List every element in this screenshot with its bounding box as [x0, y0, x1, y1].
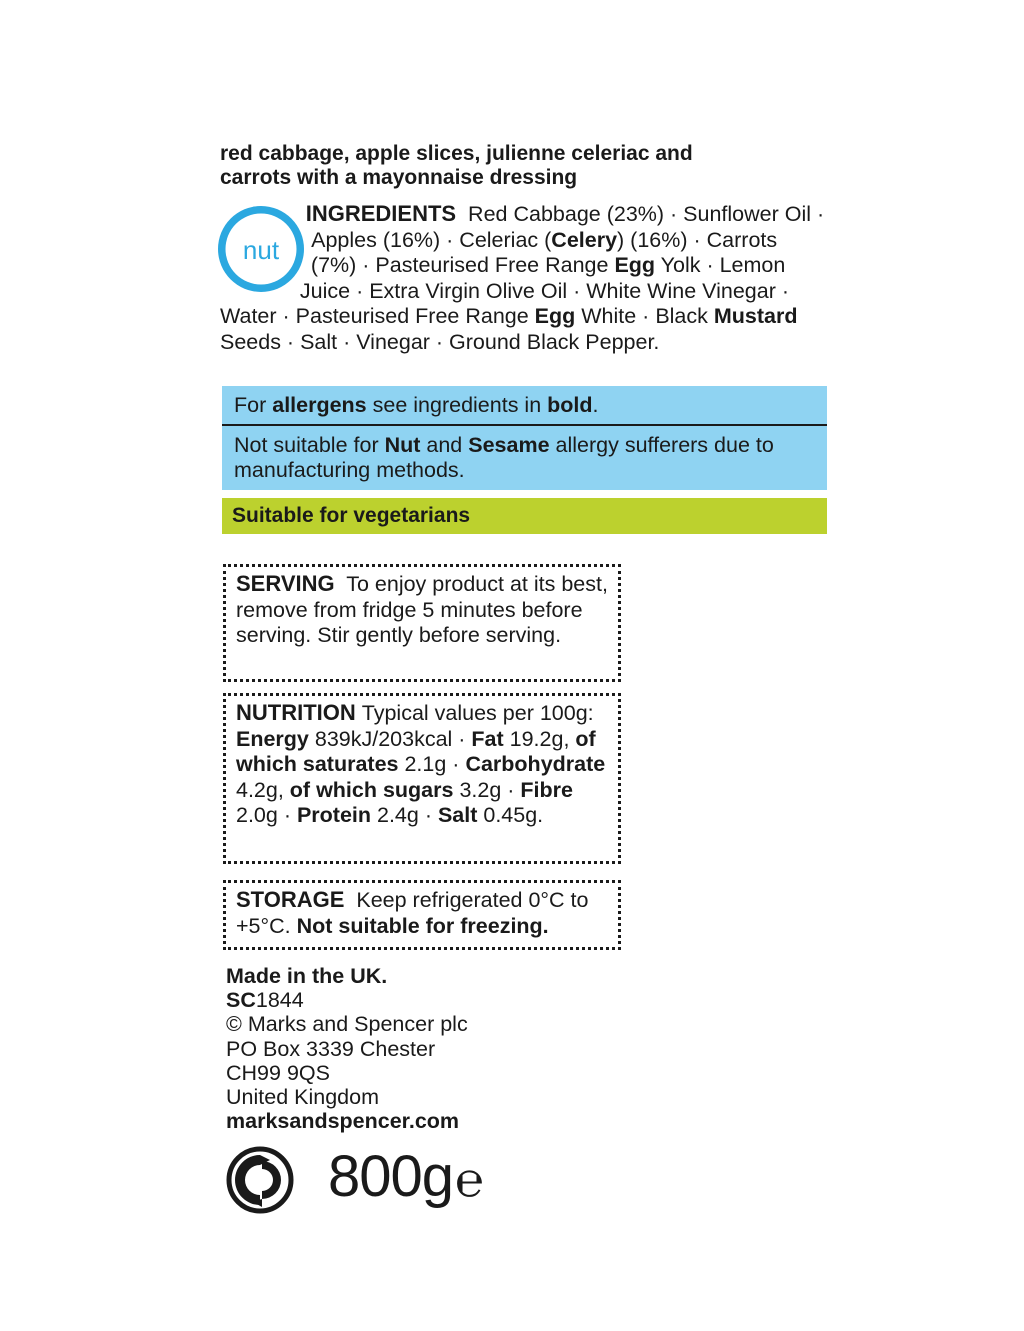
- text-run: 2.0g ·: [236, 803, 297, 827]
- serving-box: [223, 564, 621, 682]
- bold-text-run: Salt: [437, 803, 478, 827]
- bold-text-run: Egg: [614, 253, 656, 278]
- supplier-code: [226, 988, 626, 1012]
- copyright-text: © Marks and Spencer plc: [226, 1012, 468, 1037]
- bold-text-run: Fat: [471, 726, 504, 751]
- text-run: 19.2g,: [503, 726, 576, 751]
- allergy-warning: [222, 426, 827, 490]
- text-run: 4.2g,: [236, 777, 290, 802]
- green-dot-recycling-icon: [226, 1146, 294, 1214]
- text-run: allergy sufferers due to manufacturing methods.: [234, 433, 774, 482]
- ingredients-heading: INGREDIENTS: [305, 201, 457, 226]
- bold-text-run: Mustard: [713, 304, 798, 329]
- nut-badge-top-text: not suitable for: [226, 214, 296, 244]
- made-in-text: Made in the UK.: [226, 964, 388, 988]
- country-text: United Kingdom: [226, 1085, 379, 1110]
- nutrition-heading: NUTRITION: [236, 700, 356, 725]
- ingredients-section: [220, 201, 826, 356]
- text-run: 839kJ/203kcal ·: [308, 726, 472, 751]
- bold-text-run: Nut: [384, 433, 421, 457]
- text-run: see ingredients in: [366, 393, 548, 417]
- vegetarian-banner: Suitable for vegetarians: [222, 498, 827, 534]
- text-run: ) (16%) · Carrots (7%) · Pasteurised Free Range: [310, 227, 778, 278]
- text-run: For: [234, 393, 273, 417]
- nut-badge-label: nut: [242, 235, 280, 265]
- serving-text: To enjoy product at its best, remove from fridge 5 minutes before serving. Stir gently before serving.: [236, 572, 608, 647]
- storage-box: [223, 880, 621, 950]
- text-run: Typical values per 100g:: [361, 701, 594, 725]
- description-line-1: red cabbage, apple slices, julienne celeriac and: [220, 142, 693, 165]
- bold-text-run: Egg: [534, 304, 576, 329]
- manufacturer-address: [226, 964, 626, 1133]
- storage-freezing-note: Not suitable for freezing.: [296, 913, 549, 938]
- text-run: and: [420, 433, 469, 457]
- supplier-code-number: 1844: [255, 988, 304, 1013]
- text-run: Red Cabbage (23%) · Sunflower Oil · Apples (16%) · Celeriac (: [311, 202, 825, 252]
- text-run: Not suitable for: [234, 433, 385, 457]
- supplier-code-prefix: SC: [226, 988, 256, 1013]
- bold-text-run: allergens: [272, 393, 367, 417]
- text-run: White · Black: [575, 304, 714, 329]
- bold-text-run: Protein: [296, 803, 372, 827]
- nut-badge-bottom-text: allergy sufferers: [229, 253, 293, 281]
- weight-value: 800: [328, 1144, 422, 1209]
- nut-allergy-badge-icon: [216, 201, 306, 297]
- description-line-2: carrots with a mayonnaise dressing: [220, 166, 578, 189]
- po-box-text: PO Box 3339 Chester: [226, 1036, 436, 1061]
- website-text: marksandspencer.com: [226, 1109, 460, 1134]
- allergen-notice: [222, 386, 827, 426]
- text-run: Yolk · Lemon Juice · Extra Virgin Olive Oil · White Wine Vinegar · Water · Pasteurised Free Range: [220, 253, 789, 329]
- text-run: Seeds · Salt · Vinegar · Ground Black Pepper.: [220, 329, 660, 354]
- bold-text-run: Carbohydrate: [465, 752, 606, 776]
- weight-unit: g: [421, 1144, 454, 1209]
- bold-text-run: Energy: [236, 726, 309, 751]
- product-description: [220, 142, 820, 190]
- bold-text-run: Fibre: [520, 777, 573, 802]
- storage-heading: STORAGE: [236, 887, 345, 912]
- bold-text-run: of which sugars: [289, 777, 454, 802]
- allergen-info-box: [222, 386, 827, 490]
- text-run: 0.45g.: [477, 803, 544, 827]
- text-run: .: [592, 393, 599, 417]
- bold-text-run: Sesame: [468, 433, 550, 457]
- bold-text-run: Celery: [551, 227, 618, 252]
- bold-text-run: bold: [547, 393, 593, 417]
- text-run: 2.4g ·: [371, 803, 438, 827]
- bold-text-run: of which saturates: [236, 726, 596, 776]
- net-weight: [328, 1140, 483, 1218]
- text-run: 2.1g ·: [398, 752, 466, 776]
- text-run: 3.2g ·: [453, 777, 521, 802]
- nutrition-box: [223, 693, 621, 864]
- storage-text: Keep refrigerated 0°C to +5°C.: [236, 888, 589, 938]
- serving-heading: SERVING: [236, 571, 335, 596]
- estimated-sign-icon: ℮: [455, 1154, 483, 1207]
- postcode-text: CH99 9QS: [226, 1060, 330, 1085]
